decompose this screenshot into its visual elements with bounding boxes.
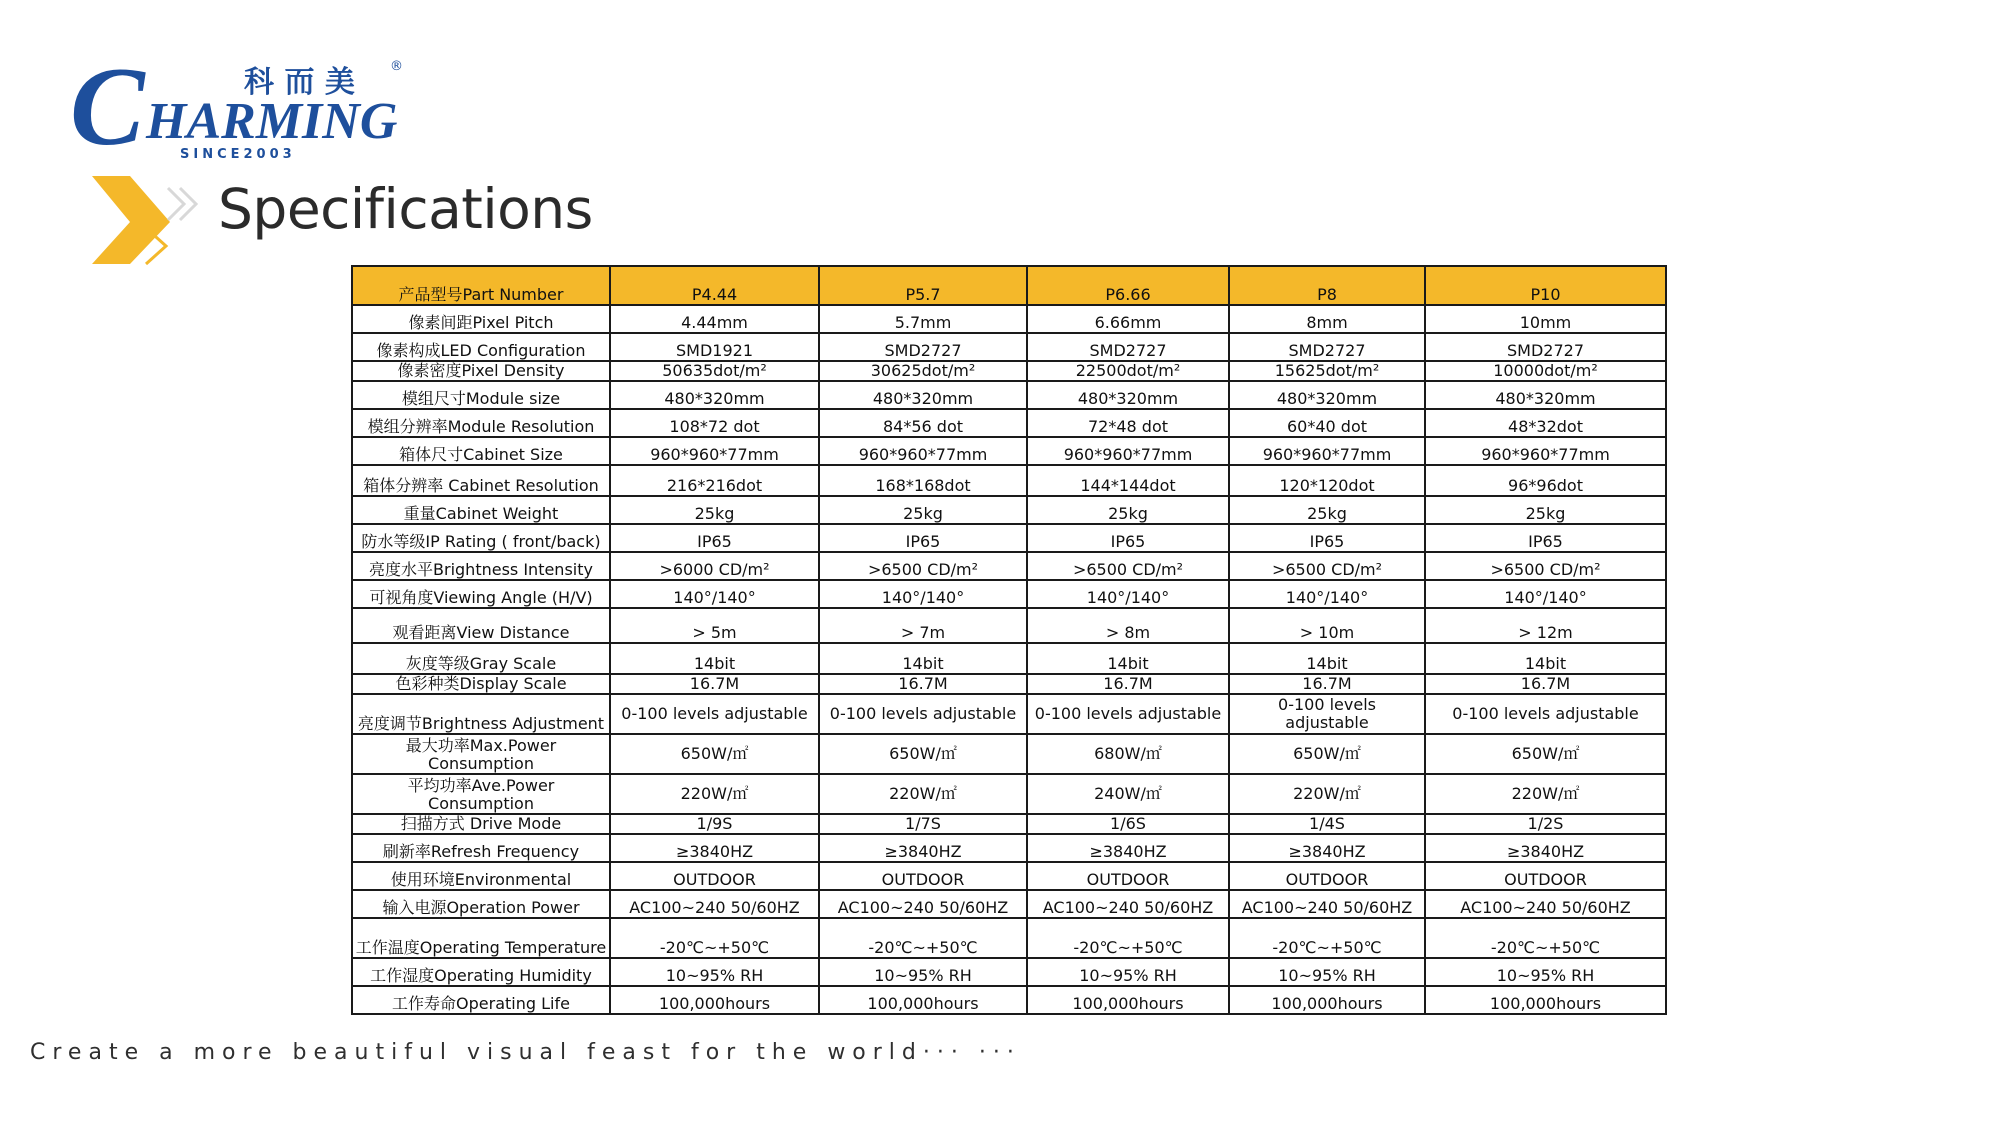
header-model: P10 [1425,266,1666,305]
row-label: 观看距离View Distance [352,608,610,643]
row-value: SMD1921 [610,333,819,361]
row-label: 使用环境Environmental [352,862,610,890]
row-label: 刷新率Refresh Frequency [352,834,610,862]
row-value: > 12m [1425,608,1666,643]
row-label: 模组尺寸Module size [352,381,610,409]
row-value: 16.7M [1027,674,1229,694]
row-value: OUTDOOR [819,862,1027,890]
row-value: SMD2727 [1425,333,1666,361]
row-value: 25kg [1027,496,1229,524]
row-label: 工作寿命Operating Life [352,986,610,1014]
row-value: 0-100 levels adjustable [819,694,1027,734]
row-value: 100,000hours [1027,986,1229,1014]
table-row [352,958,1666,986]
table-header-row [352,266,1666,305]
row-value: 4.44mm [610,305,819,333]
row-value: 14bit [1229,643,1425,674]
row-value: 1/2S [1425,814,1666,834]
row-value: 50635dot/m² [610,361,819,381]
row-label: 工作湿度Operating Humidity [352,958,610,986]
row-value: 10000dot/m² [1425,361,1666,381]
row-label: 灰度等级Gray Scale [352,643,610,674]
row-value: -20℃~+50℃ [1425,918,1666,958]
row-value: 960*960*77mm [1229,437,1425,465]
row-value: 960*960*77mm [1027,437,1229,465]
row-label: 重量Cabinet Weight [352,496,610,524]
row-value: ≥3840HZ [1425,834,1666,862]
row-value: 140°/140° [1425,580,1666,608]
row-value: 22500dot/m² [1027,361,1229,381]
table-row [352,381,1666,409]
row-value: OUTDOOR [1425,862,1666,890]
row-value: 30625dot/m² [819,361,1027,381]
row-value: >6500 CD/m² [1425,552,1666,580]
row-value: >6500 CD/m² [1027,552,1229,580]
row-value: AC100~240 50/60HZ [1229,890,1425,918]
specifications-table [351,265,1667,1015]
row-value: 220W/㎡ [819,774,1027,814]
row-value: 140°/140° [610,580,819,608]
row-value: 6.66mm [1027,305,1229,333]
table-row [352,643,1666,674]
row-value: 220W/㎡ [610,774,819,814]
logo-registered: ® [390,59,403,74]
row-value: 60*40 dot [1229,409,1425,437]
table-row [352,986,1666,1014]
row-label: 像素构成LED Configuration [352,333,610,361]
table-row [352,674,1666,694]
row-value: OUTDOOR [1229,862,1425,890]
row-value: 100,000hours [819,986,1027,1014]
table-row [352,552,1666,580]
row-value: -20℃~+50℃ [610,918,819,958]
row-value: SMD2727 [1229,333,1425,361]
row-label: 可视角度Viewing Angle (H/V) [352,580,610,608]
row-label: 防水等级IP Rating ( front/back) [352,524,610,552]
row-label: 模组分辨率Module Resolution [352,409,610,437]
row-value: ≥3840HZ [1229,834,1425,862]
row-value: 140°/140° [1229,580,1425,608]
row-value: 650W/㎡ [1425,734,1666,774]
row-value: 480*320mm [1229,381,1425,409]
row-value: 0-100 levels adjustable [1229,694,1425,734]
row-value: 650W/㎡ [819,734,1027,774]
row-value: IP65 [610,524,819,552]
row-value: OUTDOOR [610,862,819,890]
row-value: > 10m [1229,608,1425,643]
row-value: 120*120dot [1229,465,1425,496]
row-value: IP65 [1425,524,1666,552]
row-value: 72*48 dot [1027,409,1229,437]
logo-chinese: 科 而 美 [244,65,355,100]
table-row [352,608,1666,643]
row-label: 平均功率Ave.Power Consumption [352,774,610,814]
row-label: 工作温度Operating Temperature [352,918,610,958]
table-row [352,814,1666,834]
row-value: IP65 [1229,524,1425,552]
table-row [352,862,1666,890]
row-label: 亮度水平Brightness Intensity [352,552,610,580]
row-value: >6500 CD/m² [1229,552,1425,580]
row-value: 1/9S [610,814,819,834]
header-model: P8 [1229,266,1425,305]
row-value: 25kg [610,496,819,524]
row-value: 0-100 levels adjustable [1027,694,1229,734]
row-value: 168*168dot [819,465,1027,496]
row-value: 140°/140° [1027,580,1229,608]
row-value: 16.7M [819,674,1027,694]
row-value: 10~95% RH [610,958,819,986]
header-model: P4.44 [610,266,819,305]
row-value: >6000 CD/m² [610,552,819,580]
table-row [352,465,1666,496]
table-row [352,580,1666,608]
row-value: AC100~240 50/60HZ [1027,890,1229,918]
row-value: 960*960*77mm [819,437,1027,465]
row-value: 100,000hours [1425,986,1666,1014]
row-value: SMD2727 [819,333,1027,361]
row-value: -20℃~+50℃ [819,918,1027,958]
row-value: > 5m [610,608,819,643]
row-value: OUTDOOR [1027,862,1229,890]
row-value: 960*960*77mm [1425,437,1666,465]
row-value: 480*320mm [819,381,1027,409]
logo-since: SINCE2003 [180,147,296,162]
row-value: 14bit [610,643,819,674]
row-value: IP65 [819,524,1027,552]
table-row [352,774,1666,814]
row-value: -20℃~+50℃ [1229,918,1425,958]
row-value: 14bit [819,643,1027,674]
row-value: ≥3840HZ [1027,834,1229,862]
row-value: 650W/㎡ [1229,734,1425,774]
row-value: 10~95% RH [819,958,1027,986]
row-value: 25kg [819,496,1027,524]
row-value: 480*320mm [1027,381,1229,409]
table-row [352,305,1666,333]
row-value: 108*72 dot [610,409,819,437]
row-value: >6500 CD/m² [819,552,1027,580]
table-row [352,437,1666,465]
row-value: 144*144dot [1027,465,1229,496]
header-model: P6.66 [1027,266,1229,305]
row-value: 25kg [1229,496,1425,524]
row-label: 色彩种类Display Scale [352,674,610,694]
row-value: 1/6S [1027,814,1229,834]
table-row [352,524,1666,552]
row-label: 最大功率Max.Power Consumption [352,734,610,774]
row-value: 100,000hours [610,986,819,1014]
row-value: AC100~240 50/60HZ [819,890,1027,918]
row-label: 箱体尺寸Cabinet Size [352,437,610,465]
row-value: 220W/㎡ [1229,774,1425,814]
row-value: 14bit [1027,643,1229,674]
row-value: 0-100 levels adjustable [610,694,819,734]
header-model: P5.7 [819,266,1027,305]
row-value: 1/4S [1229,814,1425,834]
page-title: Specifications [218,177,593,241]
table-row [352,734,1666,774]
row-label: 亮度调节Brightness Adjustment [352,694,610,734]
row-value: ≥3840HZ [610,834,819,862]
row-label: 输入电源Operation Power [352,890,610,918]
row-value: 25kg [1425,496,1666,524]
row-value: 8mm [1229,305,1425,333]
row-value: 48*32dot [1425,409,1666,437]
table-row [352,361,1666,381]
row-label: 像素间距Pixel Pitch [352,305,610,333]
logo-wordmark: HARMING [146,93,398,150]
row-value: > 7m [819,608,1027,643]
row-value: ≥3840HZ [819,834,1027,862]
row-label: 箱体分辨率 Cabinet Resolution [352,465,610,496]
row-value: 480*320mm [1425,381,1666,409]
row-value: 10mm [1425,305,1666,333]
table-row [352,890,1666,918]
row-value: -20℃~+50℃ [1027,918,1229,958]
row-value: 960*960*77mm [610,437,819,465]
row-value: 84*56 dot [819,409,1027,437]
row-value: 216*216dot [610,465,819,496]
footer-slogan: Create a more beautiful visual feast for the world··· ··· [30,1040,1021,1065]
row-value: 10~95% RH [1425,958,1666,986]
row-value: AC100~240 50/60HZ [1425,890,1666,918]
row-value: 1/7S [819,814,1027,834]
specifications-table-body [352,266,1666,1014]
logo-initial: C [70,52,145,164]
table-row [352,834,1666,862]
row-value: AC100~240 50/60HZ [610,890,819,918]
table-row [352,918,1666,958]
row-value: 96*96dot [1425,465,1666,496]
row-value: 220W/㎡ [1425,774,1666,814]
row-value: 10~95% RH [1229,958,1425,986]
charming-logo [70,52,410,164]
row-value: 680W/㎡ [1027,734,1229,774]
table-row [352,496,1666,524]
table-row [352,694,1666,734]
table-row [352,333,1666,361]
row-label: 像素密度Pixel Density [352,361,610,381]
chevron-arrow-icon [88,172,208,268]
table-row [352,409,1666,437]
row-value: 650W/㎡ [610,734,819,774]
row-value: 15625dot/m² [1229,361,1425,381]
row-value: 480*320mm [610,381,819,409]
row-value: 240W/㎡ [1027,774,1229,814]
row-value: 16.7M [1229,674,1425,694]
row-value: 14bit [1425,643,1666,674]
row-value: 100,000hours [1229,986,1425,1014]
row-value: 140°/140° [819,580,1027,608]
row-value: SMD2727 [1027,333,1229,361]
row-label: 扫描方式 Drive Mode [352,814,610,834]
row-value: 16.7M [1425,674,1666,694]
row-value: 5.7mm [819,305,1027,333]
row-value: 10~95% RH [1027,958,1229,986]
row-value: > 8m [1027,608,1229,643]
header-label: 产品型号Part Number [352,266,610,305]
row-value: IP65 [1027,524,1229,552]
row-value: 16.7M [610,674,819,694]
row-value: 0-100 levels adjustable [1425,694,1666,734]
